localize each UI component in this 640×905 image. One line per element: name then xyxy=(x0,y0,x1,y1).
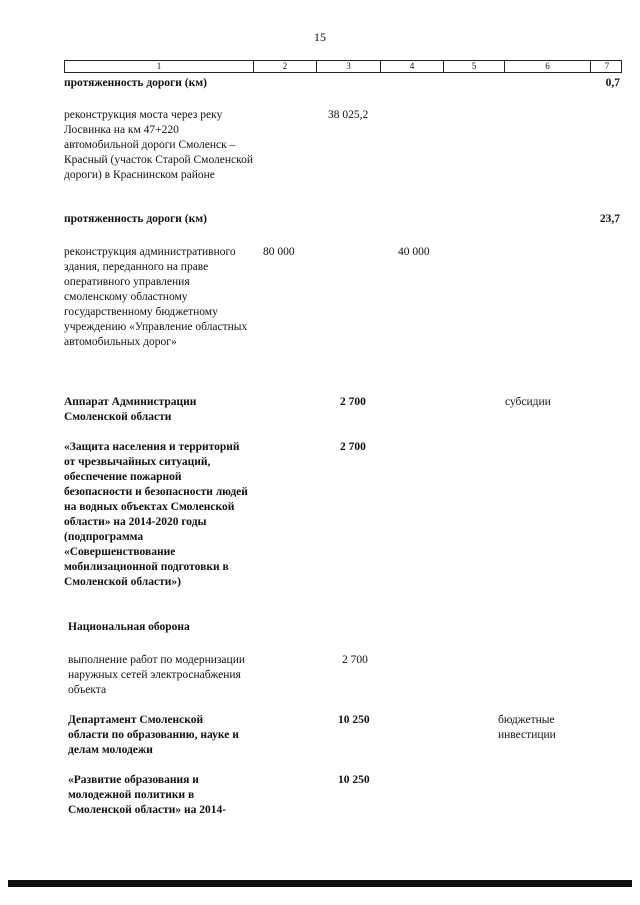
row-7-col3: 2 700 xyxy=(342,654,368,666)
row-6-description: Национальная оборона xyxy=(68,621,190,633)
table-header-row xyxy=(64,60,622,73)
row-5-description: «Защита населения и территорий от чрезвычайных ситуаций, обеспечение пожарной безопасности и безопасности людей на водных объектах Смоленской области» на 2014-2020 годы (подпрограмма «Совершенствование мобилизационной подготовки в Смоленской области») xyxy=(64,441,248,588)
header-col-3: 3 xyxy=(316,61,380,72)
row-2-col7: 23,7 xyxy=(599,213,620,225)
row-1-col3: 38 025,2 xyxy=(328,109,369,121)
row-2-description: протяженность дороги (км) xyxy=(64,213,207,225)
bottom-scan-bar xyxy=(8,880,632,887)
header-col-6: 6 xyxy=(504,61,590,72)
row-4-description: Аппарат Администрации Смоленской области xyxy=(64,396,197,423)
header-col-2: 2 xyxy=(253,61,316,72)
header-col-1: 1 xyxy=(156,61,162,71)
row-9-description: «Развитие образования и молодежной политики в Смоленской области» на 2014- xyxy=(68,774,227,816)
row-3-col2: 80 000 xyxy=(263,246,295,258)
row-5-col3: 2 700 xyxy=(340,441,366,453)
row-9-col3: 10 250 xyxy=(338,774,370,786)
row-0-description: протяженность дороги (км) xyxy=(64,77,207,89)
row-8-description: Департамент Смоленской области по образованию, науке и делам молодежи xyxy=(68,714,239,756)
header-col-5: 5 xyxy=(443,61,504,72)
row-4-col3: 2 700 xyxy=(340,396,366,408)
page-number: 15 xyxy=(314,30,326,44)
row-4-col6: субсидии xyxy=(505,396,551,408)
row-3-col4: 40 000 xyxy=(398,246,430,258)
row-8-col3: 10 250 xyxy=(338,714,370,726)
row-7-description: выполнение работ по модернизации наружных сетей электроснабжения объекта xyxy=(68,654,245,696)
row-1-description: реконструкция моста через реку Лосвинка на км 47+220 автомобильной дороги Смоленск – Красный (участок Старой Смоленской дороги) в Краснинском районе xyxy=(64,109,254,181)
row-3-description: реконструкция административного здания, переданного на праве оперативного управления смоленскому областному государственному бюджетному учреждению «Управление областных автомобильных дорог» xyxy=(64,246,248,348)
row-8-col6: бюджетные инвестиции xyxy=(498,714,556,741)
header-col-7: 7 xyxy=(590,61,623,72)
header-col-4: 4 xyxy=(380,61,443,72)
row-0-col7: 0,7 xyxy=(605,77,620,89)
